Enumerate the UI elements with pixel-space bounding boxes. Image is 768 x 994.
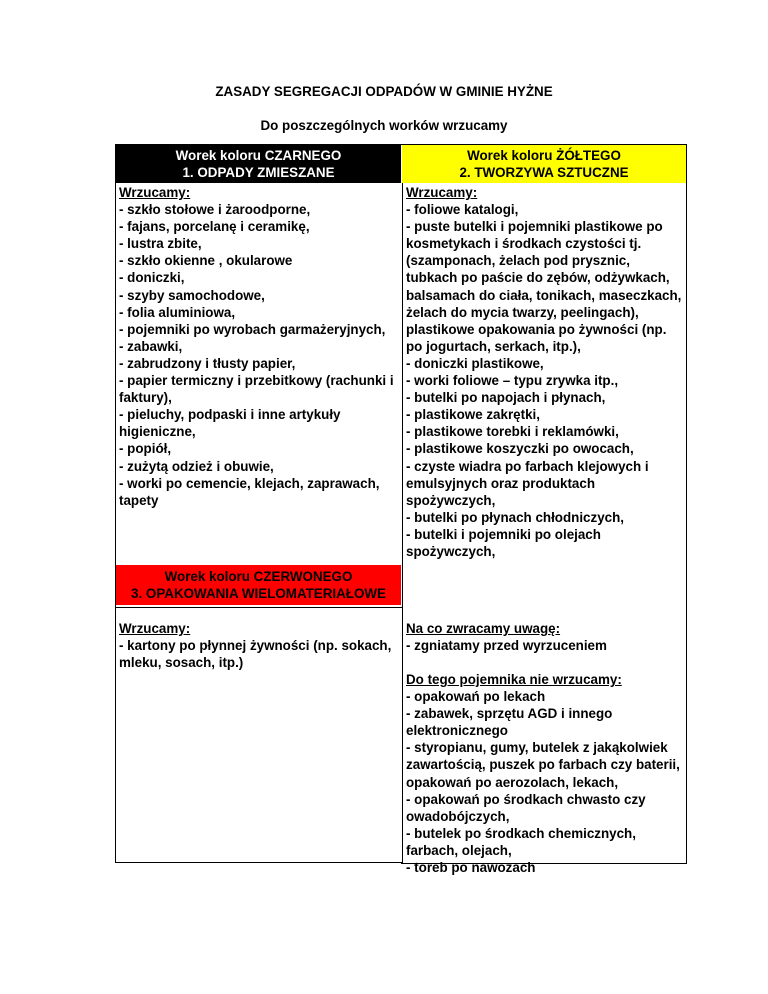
black-bag-header-line2: 1. ODPADY ZMIESZANE <box>182 165 335 180</box>
list-item: - plastikowe zakrętki, <box>406 407 540 423</box>
yellow-bag-content <box>406 184 684 560</box>
list-item: - styropianu, gumy, butelek z jakąkolwiek zawartością, puszek po farbach czy baterii, opakowań po aerozolach, lekach, <box>406 740 680 790</box>
list-item: - worki po cemencie, klejach, zaprawach, tapety <box>119 475 380 508</box>
yellow-bag-header-line2: 2. TWORZYWA SZTUCZNE <box>459 165 629 180</box>
black-bag-header <box>116 145 401 183</box>
list-item: - papier termiczny i przebitkowy (rachunki i faktury), <box>119 373 394 406</box>
document-title: ZASADY SEGREGACJI ODPADÓW W GMINIE HYŻNE <box>215 84 553 99</box>
list-item: - plastikowe torebki i reklamówki, <box>406 424 619 440</box>
list-item: - toreb po nawozach <box>406 860 536 876</box>
yellow-bag-header <box>402 145 686 183</box>
black-bag-list-label: Wrzucamy: <box>119 185 191 200</box>
list-item: - plastikowe koszyczki po owocach, <box>406 441 634 457</box>
list-item: - butelki i pojemniki po olejach spożywczych, <box>406 526 601 559</box>
list-item: - szkło stołowe i żaroodporne, <box>119 202 311 218</box>
list-item: - szyby samochodowe, <box>119 287 265 303</box>
list-item: - pojemniki po wyrobach garmażeryjnych, <box>119 321 386 337</box>
list-item: - szkło okienne , okularowe <box>119 253 293 269</box>
list-item: - butelki po napojach i płynach, <box>406 390 606 406</box>
document-subtitle: Do poszczególnych worków wrzucamy <box>260 118 508 133</box>
list-item: - czyste wiadra po farbach klejowych i emulsyjnych oraz produktach spożywczych, <box>406 458 649 508</box>
list-item: - zużytą odzież i obuwie, <box>119 458 274 474</box>
list-item: - lustra zbite, <box>119 236 202 252</box>
red-bag-header-line1: Worek koloru CZERWONEGO <box>164 569 353 584</box>
list-item: - kartony po płynnej żywności (np. sokach, mleku, sosach, itp.) <box>119 638 392 671</box>
list-item: - doniczki plastikowe, <box>406 355 544 371</box>
red-bag-header <box>116 565 401 605</box>
list-item: - worki foliowe – typu zrywka itp., <box>406 373 619 389</box>
list-item: - opakowań po środkach chwasto czy owadobójczych, <box>406 791 646 824</box>
list-item: - zabawki, <box>119 338 183 354</box>
red-bag-content <box>119 620 399 671</box>
black-bag-content <box>119 184 399 509</box>
yellow-bag-header-line1: Worek koloru ŻÓŁTEGO <box>467 148 621 163</box>
list-item: - zabawek, sprzętu AGD i innego elektronicznego <box>406 706 613 739</box>
yellow-bag-list-label: Wrzucamy: <box>406 185 478 200</box>
list-item: - zgniatamy przed wyrzuceniem <box>406 638 607 654</box>
list-item: - pieluchy, podpaski i inne artykuły higieniczne, <box>119 407 341 440</box>
red-bag-header-line2: 3. OPAKOWANIA WIELOMATERIAŁOWE <box>131 586 386 601</box>
list-item: - folia aluminiowa, <box>119 304 236 320</box>
red-bag-list-label: Wrzucamy: <box>119 621 191 636</box>
list-item: - opakowań po lekach <box>406 689 546 705</box>
yellow-bag-attention <box>406 620 684 654</box>
yellow-bag-attention-label: Na co zwracamy uwagę: <box>406 621 561 636</box>
black-bag-header-line1: Worek koloru CZARNEGO <box>175 148 342 163</box>
list-item: - doniczki, <box>119 270 185 286</box>
list-item: - foliowe katalogi, <box>406 202 519 218</box>
list-item: - puste butelki i pojemniki plastikowe po kosmetykach i środkach czystości tj. (szamponach, żelach pod prysznic, tubkach po paście do zębów, odżywkach, balsamach do ciała, tonikach, maseczkach, żelach do mycia twarzy, peelingach), plastikowe opakowania po żywności (np. po jogurtach, serkach, itp.), <box>406 219 682 354</box>
yellow-bag-exclusions <box>406 671 684 876</box>
list-item: - butelki po płynach chłodniczych, <box>406 509 624 525</box>
yellow-bag-exclude-label: Do tego pojemnika nie wrzucamy: <box>406 672 622 687</box>
list-item: - popiół, <box>119 441 172 457</box>
list-item: - fajans, porcelanę i ceramikę, <box>119 219 310 235</box>
list-item: - butelek po środkach chemicznych, farbach, olejach, <box>406 825 636 858</box>
list-item: - zabrudzony i tłusty papier, <box>119 355 296 371</box>
